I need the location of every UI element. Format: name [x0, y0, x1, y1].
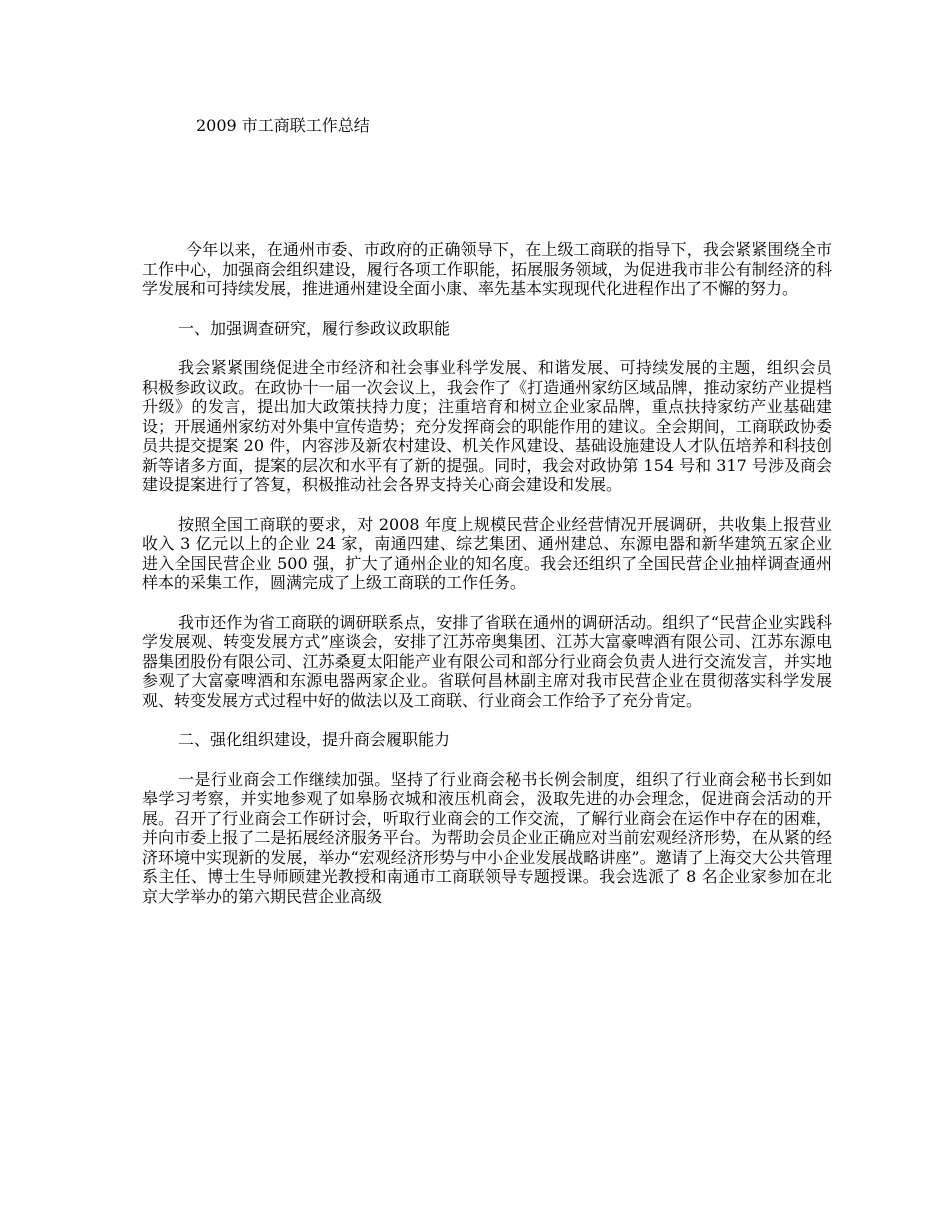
document-title: 2009 市工商联工作总结 [196, 116, 370, 135]
paragraph-1-3: 我市还作为省工商联的调研联系点，安排了省联在通州的调研活动。组织了“民营企业实践科学发展观、转变发展方式”座谈会，安排了江苏帝奥集团、江苏大富豪啤酒有限公司、江苏东源电器集团股份有限公司、江苏桑夏太阳能产业有限公司和部分行业商会负责人进行交流发言，并实地参观了大富豪啤酒和东源电器两家企业。省联何昌林副主席对我市民营企业在贯彻落实科学发展观、转变发展方式过程中好的做法以及工商联、行业商会工作给予了充分肯定。 [142, 612, 832, 710]
paragraph-1-2: 按照全国工商联的要求，对 2008 年度上规模民营企业经营情况开展调研，共收集上报营业收入 3 亿元以上的企业 24 家，南通四建、综艺集团、通州建总、东源电器和新华建筑五家企业进入全国民营企业 500 强，扩大了通州企业的知名度。我会还组织了全国民营企业抽样调查通州样本的采集工作，圆满完成了上级工商联的工作任务。 [142, 514, 832, 592]
paragraph-1-1: 我会紧紧围绕促进全市经济和社会事业科学发展、和谐发展、可持续发展的主题，组织会员积极参政议政。在政协十一届一次会议上，我会作了《打造通州家纺区域品牌，推动家纺产业提档升级》的发言，提出加大政策扶持力度；注重培育和树立企业家品牌，重点扶持家纺产业基础建设；开展通州家纺对外集中宣传造势；充分发挥商会的职能作用的建议。全会期间，工商联政协委员共提交提案 20 件，内容涉及新农村建设、机关作风建设、基础设施建设人才队伍培养和科技创新等诸多方面，提案的层次和水平有了新的提强。同时，我会对政协第 154 号和 317 号涉及商会建设提案进行了答复，积极推动社会各界支持关心商会建设和发展。 [142, 358, 832, 494]
section-heading-2: 二、强化组织建设，提升商会履职能力 [178, 730, 451, 749]
section-heading-1: 一、加强调查研究，履行参政议政职能 [178, 318, 451, 338]
paragraph-intro: 今年以来，在通州市委、市政府的正确领导下，在上级工商联的指导下，我会紧紧围绕全市工作中心，加强商会组织建设，履行各项工作职能，拓展服务领域，为促进我市非公有制经济的科学发展和可持续发展，推进通州建设全面小康、率先基本实现现代化进程作出了不懈的努力。 [142, 240, 832, 298]
document-body [142, 240, 832, 926]
paragraph-2-1: 一是行业商会工作继续加强。坚持了行业商会秘书长例会制度，组织了行业商会秘书长到如皋学习考察，并实地参观了如皋肠衣城和液压机商会，汲取先进的办会理念，促进商会活动的开展。召开了行业商会工作研讨会，听取行业商会的工作交流，了解行业商会在运作中存在的困难，并向市委上报了二是拓展经济服务平台。为帮助会员企业正确应对当前宏观经济形势，在从紧的经济环境中实现新的发展，举办“宏观经济形势与中小企业发展战略讲座”。邀请了上海交大公共管理系主任、博士生导师顾建光教授和南通市工商联领导专题授课。我会选派了 8 名企业家参加在北京大学举办的第六期民营企业高级 [142, 769, 832, 906]
